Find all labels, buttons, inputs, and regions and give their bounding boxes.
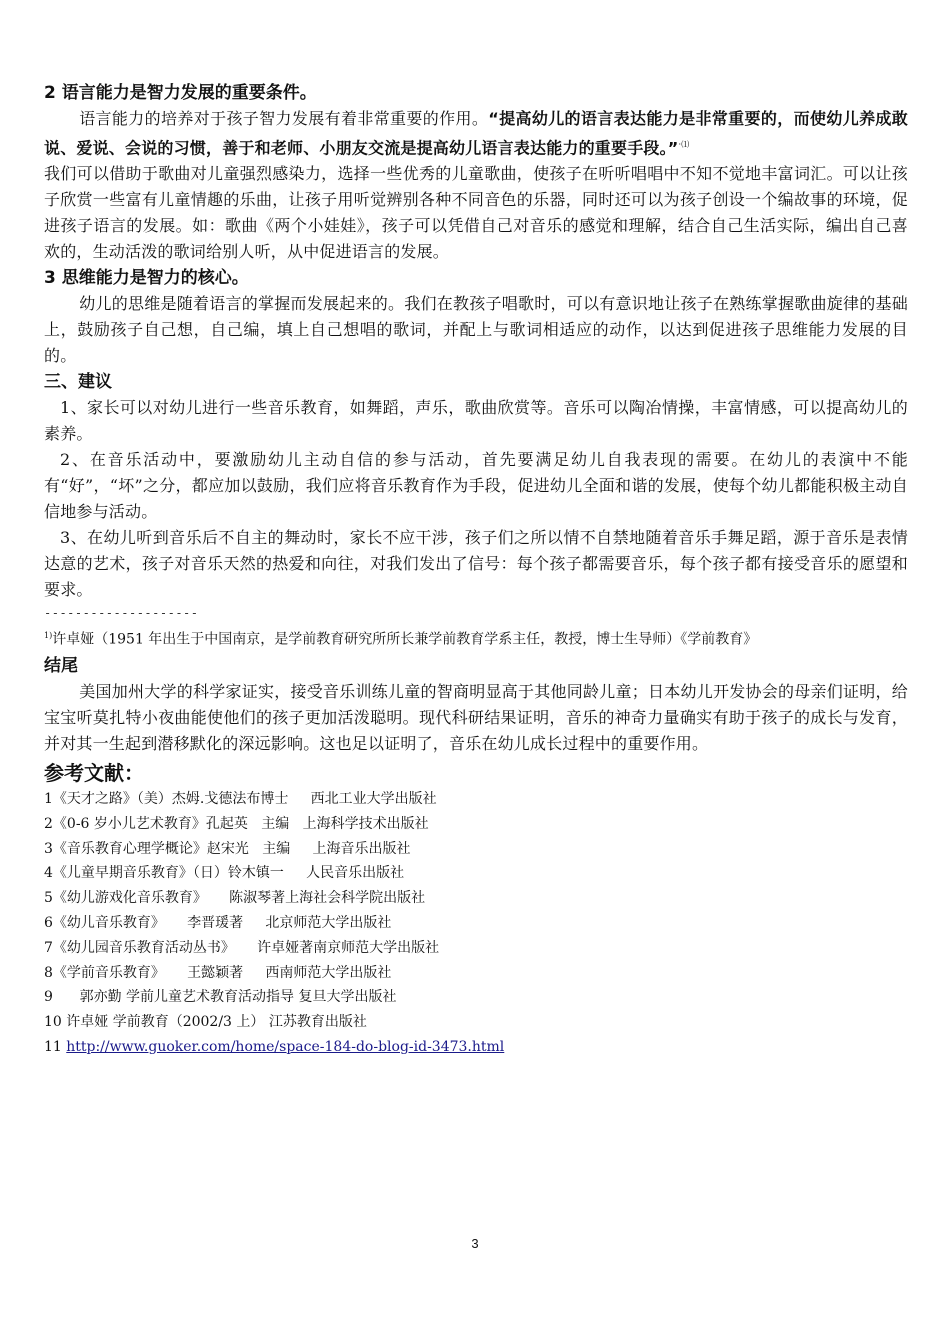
footnote-rule: -------------------- (44, 606, 199, 621)
reference-item: 8《学前音乐教育》 王懿颖著 西南师范大学出版社 (44, 964, 392, 981)
reference-item: 6《幼儿音乐教育》 李晋瑗著 北京师范大学出版社 (44, 914, 392, 931)
reference-item: 10 许卓娅 学前教育（2002/3 上） 江苏教育出版社 (44, 1014, 367, 1031)
references-list (44, 787, 908, 1060)
section-2-paragraph-2: 我们可以借助于歌曲对儿童强烈感染力，选择一些优秀的儿童歌曲，使孩子在听听唱唱中不知不觉地丰富词汇。可以让孩子欣赏一些富有儿童情趣的乐曲，让孩子用听觉辨别各种不同音色的乐器，同时还可以为孩子创设一个编故事的环境，促进孩子语言的发展。如：歌曲《两个小娃娃》，孩子可以凭借自己对音乐的感觉和理解，结合自己生活实际，编出自己喜欢的，生动活泼的歌词给别人听，从中促进语言的发展。 (44, 164, 908, 262)
reference-item: 1《天才之路》（美）杰姆.戈德法布博士 西北工业大学出版社 (44, 790, 437, 807)
footnote-mark: 1) (44, 631, 53, 641)
reference-item: 5《幼儿游戏化音乐教育》 陈淑琴著上海社会科学院出版社 (44, 890, 426, 907)
reference-item-11 (44, 1035, 908, 1060)
reference-number: 11 (44, 1038, 67, 1055)
suggestion-item-3: 3、在幼儿听到音乐后不自主的舞动时，家长不应干涉，孩子们之所以情不自禁地随着音乐手舞足蹈，源于音乐是表情达意的艺术，孩子对音乐天然的热爱和向往，对我们发出了信号：每个孩子都需要音乐，每个孩子都有接受音乐的愿望和要求。 (44, 528, 908, 600)
suggestion-item-1: 1、家长可以对幼儿进行一些音乐教育，如舞蹈，声乐，歌曲欣赏等。音乐可以陶冶情操，丰富情感，可以提高幼儿的素养。 (44, 398, 908, 444)
para-normal-text: 语言能力的培养对于孩子智力发展有着非常重要的作用。 (79, 109, 489, 128)
footnote (44, 625, 908, 651)
conclusion-heading: 结尾 (44, 655, 78, 676)
suggestions-heading: 三、建议 (44, 372, 112, 393)
citation-mark: ·⑴ (678, 140, 690, 149)
references-heading: 参考文献： (44, 760, 144, 785)
reference-link[interactable]: http://www.guoker.com/home/space-184-do-blog-id-3473.html (66, 1038, 505, 1055)
conclusion-paragraph: 美国加州大学的科学家证实，接受音乐训练儿童的智商明显高于其他同龄儿童；日本幼儿开发协会的母亲们证明，给宝宝听莫扎特小夜曲能使他们的孩子更加活泼聪明。现代科研结果证明，音乐的神奇力量确实有助于孩子的成长与发育，并对其一生起到潜移默化的深远影响。这也足以证明了，音乐在幼儿成长过程中的重要作用。 (44, 681, 908, 753)
footnote-text: 许卓娅（1951 年出生于中国南京，是学前教育研究所所长兼学前教育学系主任，教授，博士生导师）《学前教育》 (52, 631, 758, 648)
reference-item: 2《0-6 岁小儿艺术教育》孔起英 主编 上海科学技术出版社 (44, 815, 429, 832)
section-3-paragraph: 幼儿的思维是随着语言的掌握而发展起来的。我们在教孩子唱歌时，可以有意识地让孩子在熟练掌握歌曲旋律的基础上，鼓励孩子自己想，自己编，填上自己想唱的歌词，并配上与歌词相适应的动作，以达到促进孩子思维能力发展的目的。 (44, 294, 908, 366)
section-3-heading: 3 思维能力是智力的核心。 (44, 268, 249, 289)
document-page (44, 80, 908, 1060)
reference-item: 4《儿童早期音乐教育》（日）铃木镇一 人民音乐出版社 (44, 865, 405, 882)
page-number: 3 (471, 1236, 479, 1251)
reference-item: 3《音乐教育心理学概论》赵宋光 主编 上海音乐出版社 (44, 840, 411, 857)
section-2-heading: 2 语言能力是智力发展的重要条件。 (44, 83, 317, 103)
section-2-paragraph-1 (44, 106, 908, 161)
reference-item: 7《幼儿园音乐教育活动丛书》 许卓娅著南京师范大学出版社 (44, 939, 440, 956)
para-bold-quote: “提高幼儿的语言表达能力是非常重要的，而使幼儿养成敢说、爱说、会说的习惯，善于和老师、小朋友交流是提高幼儿语言表达能力的重要手段。” (44, 109, 908, 158)
reference-item: 9 郭亦勤 学前儿童艺术教育活动指导 复旦大学出版社 (44, 989, 397, 1006)
suggestion-item-2: 2、在音乐活动中，要激励幼儿主动自信的参与活动，首先要满足幼儿自我表现的需要。在幼儿的表演中不能有“好”，“坏”之分，都应加以鼓励，我们应将音乐教育作为手段，促进幼儿全面和谐的发展，使每个幼儿都能积极主动自信地参与活动。 (44, 450, 908, 522)
